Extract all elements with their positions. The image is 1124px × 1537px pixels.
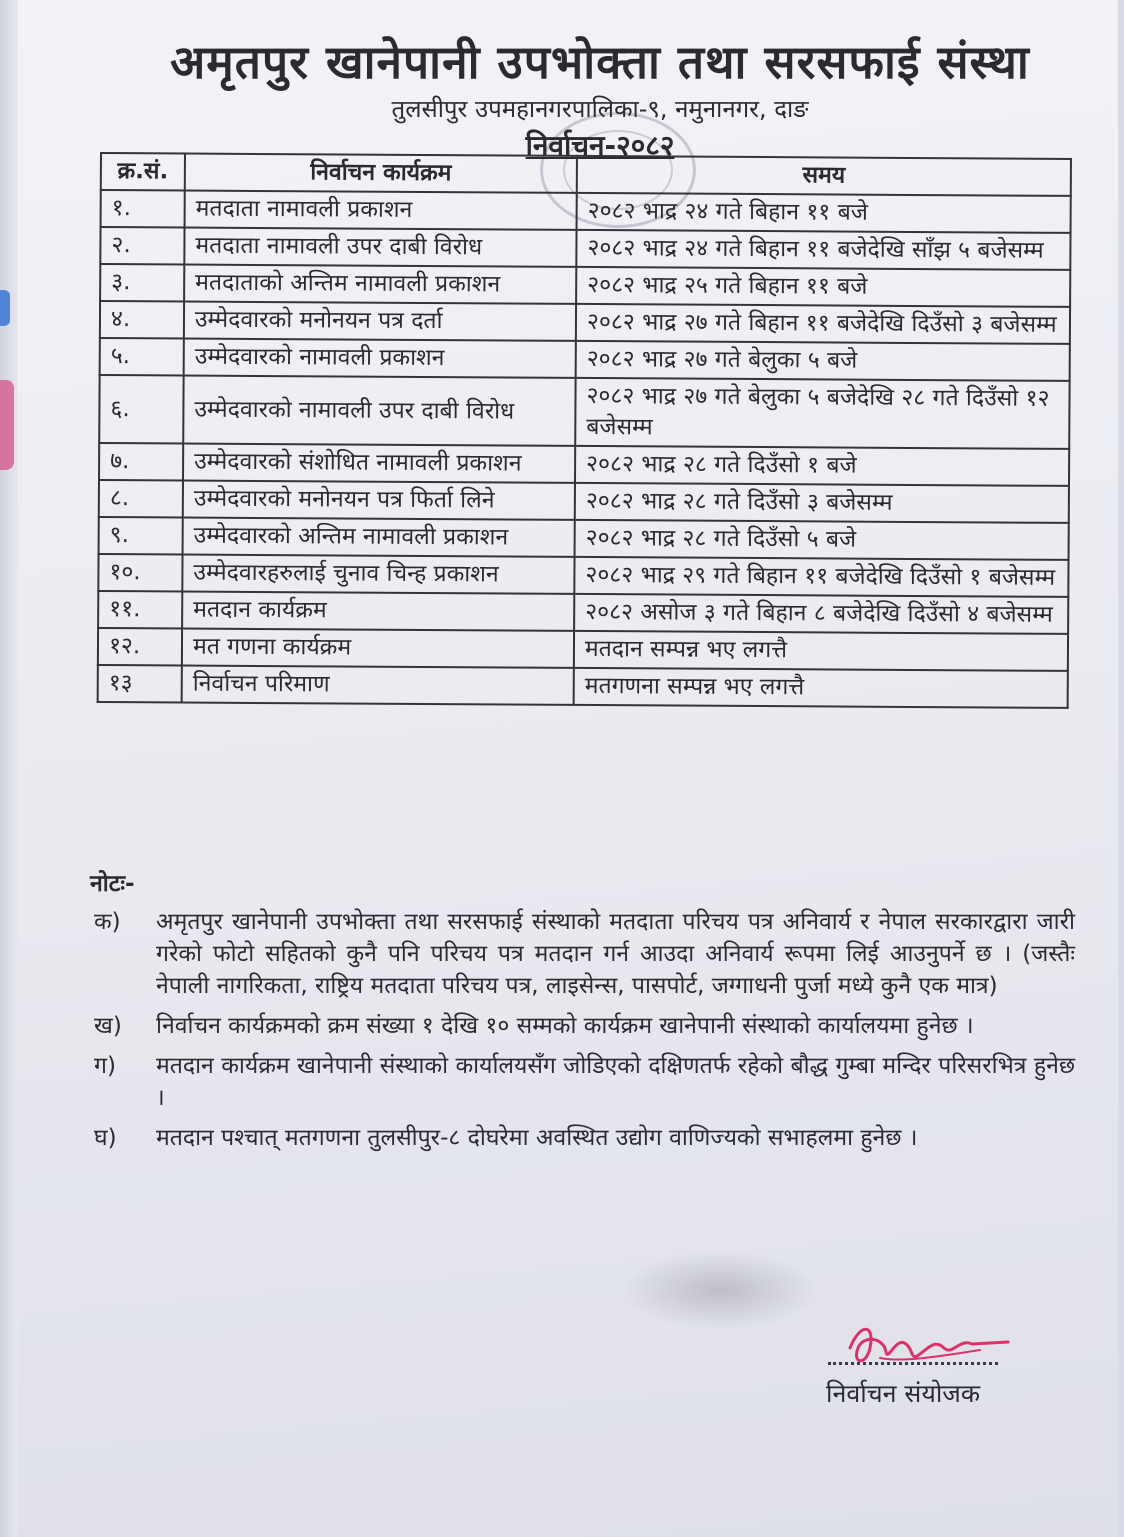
cell-serial: ६. [99, 375, 183, 444]
cell-time: २०८२ भाद्र २८ गते दिउँसो ३ बजेसम्म [575, 483, 1069, 523]
note-key: ख) [94, 1013, 122, 1039]
note-item [90, 906, 1075, 1002]
cell-time: २०८२ भाद्र २९ गते बिहान ११ बजेदेखि दिउँसो १ बजेसम्म [574, 557, 1068, 597]
cell-program: मतदान कार्यक्रम [182, 592, 574, 631]
table-row [100, 264, 1070, 307]
cell-program: उम्मेदवारहरुलाई चुनाव चिन्ह प्रकाशन [182, 555, 574, 594]
cell-serial: ८. [99, 480, 183, 518]
table-row [99, 443, 1069, 486]
cell-program: उम्मेदवारको अन्तिम नामावली प्रकाशन [183, 518, 575, 557]
note-text: अमृतपुर खानेपानी उपभोक्ता तथा सरसफाई संस्थाको मतदाता परिचय पत्र अनिवार्य र नेपाल सरकारद्वारा जारी गरेको फोटो सहितको कुनै पनि परिचय पत्र मतदान गर्न आउदा अनिवार्य रूपमा लिई आउनुपर्ने छ । (जस्तैः नेपाली नागरिकता, राष्ट्रिय मतदाता परिचय पत्र, लाइसेन्स, पासपोर्ट, जग्गाधनी पुर्जा मध्ये कुनै एक मात्र) [156, 909, 1075, 999]
cell-program: मत गणना कार्यक्रम [182, 629, 574, 668]
table-row [98, 554, 1068, 597]
note-item [90, 1050, 1075, 1114]
table-row [101, 190, 1071, 233]
cell-program: निर्वाचन परिमाण [182, 666, 574, 705]
page-edge [0, 0, 18, 1537]
note-item [90, 1122, 1075, 1154]
election-schedule-table [97, 152, 1072, 709]
cell-time: २०८२ असोज ३ गते बिहान ८ बजेदेखि दिउँसो ४ बजेसम्म [574, 594, 1068, 634]
cell-time: २०८२ भाद्र २७ गते बेलुका ५ बजेदेखि २८ गते दिउँसो १२ बजेसम्म [575, 378, 1069, 449]
table-row [100, 227, 1070, 270]
signatory-title: निर्वाचन संयोजक [826, 1379, 981, 1408]
cell-serial: ४. [100, 301, 184, 339]
cell-program: मतदाता नामावली उपर दाबी विरोध [184, 228, 576, 267]
table-row [98, 591, 1068, 634]
note-key: ग) [94, 1053, 116, 1079]
table-row [100, 338, 1070, 381]
cell-program: उम्मेदवारको मनोनयन पत्र फिर्ता लिने [183, 481, 575, 520]
organization-address: तुलसीपुर उपमहानगरपालिका-९, नमुनानगर, दाङ [391, 95, 809, 123]
cell-program: मतदाता नामावली प्रकाशन [185, 191, 577, 230]
cell-serial: १. [101, 190, 185, 228]
cell-serial: १०. [98, 554, 182, 592]
background-object [0, 290, 10, 326]
table-row [100, 301, 1070, 344]
note-item [90, 1010, 1075, 1042]
table-body [98, 190, 1071, 708]
notes-list [90, 906, 1075, 1154]
cell-program: उम्मेदवारको नामावली उपर दाबी विरोध [183, 376, 575, 446]
cell-time: २०८२ भाद्र २८ गते दिउँसो १ बजे [575, 446, 1069, 486]
organization-title: अमृतपुर खानेपानी उपभोक्ता तथा सरसफाई संस्था [170, 35, 1030, 89]
table-row [98, 665, 1068, 708]
cell-serial: ५. [100, 338, 184, 376]
notes-section [90, 868, 1075, 1162]
cell-time: मतगणना सम्पन्न भए लगत्तै [574, 668, 1068, 708]
cell-serial: १२. [98, 628, 182, 666]
cell-time: मतदान सम्पन्न भए लगत्तै [574, 631, 1068, 671]
column-header-program: निर्वाचन कार्यक्रम [185, 154, 577, 193]
cell-time: २०८२ भाद्र २७ गते बेलुका ५ बजे [576, 341, 1070, 381]
paper-smudge [620, 1250, 820, 1330]
cell-serial: २. [100, 227, 184, 265]
note-text: मतदान कार्यक्रम खानेपानी संस्थाको कार्यालयसँग जोडिएको दक्षिणतर्फ रहेको बौद्ध गुम्बा मन्दिर परिसरभित्र हुनेछ । [156, 1053, 1075, 1111]
note-key: घ) [94, 1125, 117, 1151]
cell-program: मतदाताको अन्तिम नामावली प्रकाशन [184, 265, 576, 304]
election-heading: निर्वाचन-२०८२ [525, 129, 675, 162]
note-text: निर्वाचन कार्यक्रमको क्रम संख्या १ देखि १० सम्मको कार्यक्रम खानेपानी संस्थाको कार्यालयमा हुनेछ । [156, 1013, 974, 1039]
cell-time: २०८२ भाद्र २७ गते बिहान ११ बजेदेखि दिउँसो ३ बजेसम्म [576, 304, 1070, 344]
cell-serial: ३. [100, 264, 184, 302]
table-row [99, 375, 1069, 449]
table-row [99, 517, 1069, 560]
cell-serial: ९. [99, 517, 183, 555]
table-row [99, 480, 1069, 523]
cell-time: २०८२ भाद्र २४ गते बिहान ११ बजे [577, 193, 1071, 233]
cell-serial: १३ [98, 665, 182, 703]
cell-program: उम्मेदवारको संशोधित नामावली प्रकाशन [183, 444, 575, 483]
cell-time: २०८२ भाद्र २५ गते बिहान ११ बजे [576, 267, 1070, 307]
cell-serial: ११. [98, 591, 182, 629]
signature [840, 1318, 1020, 1374]
background-object [0, 380, 14, 470]
note-key: क) [94, 909, 121, 935]
signature-line [828, 1362, 998, 1365]
cell-time: २०८२ भाद्र २४ गते बिहान ११ बजेदेखि साँझ ५ बजेसम्म [576, 230, 1070, 270]
notes-label: नोटः- [90, 871, 135, 897]
note-text: मतदान पश्चात् मतगणना तुलसीपुर-८ दोघरेमा अवस्थित उद्योग वाणिज्यको सभाहलमा हुनेछ । [156, 1125, 918, 1151]
cell-time: २०८२ भाद्र २८ गते दिउँसो ५ बजे [575, 520, 1069, 560]
table-row [98, 628, 1068, 671]
column-header-serial: क्र.सं. [101, 153, 185, 191]
cell-program: उम्मेदवारको मनोनयन पत्र दर्ता [184, 302, 576, 341]
cell-serial: ७. [99, 443, 183, 481]
column-header-time: समय [577, 156, 1071, 196]
table-header-row [101, 153, 1071, 196]
cell-program: उम्मेदवारको नामावली प्रकाशन [184, 339, 576, 378]
